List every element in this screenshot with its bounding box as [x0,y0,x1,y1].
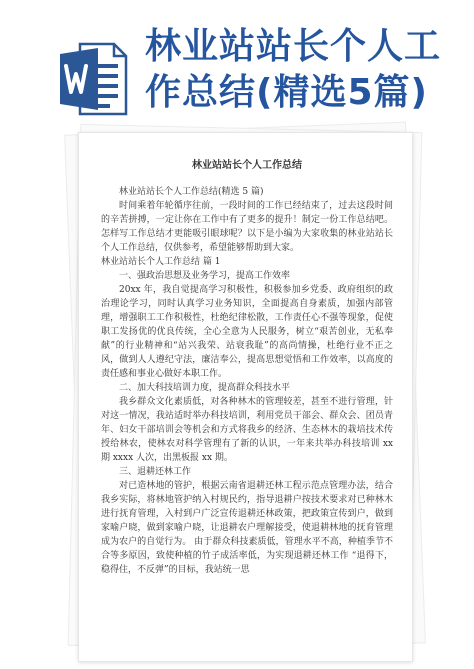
section-heading-3: 三、退耕还林工作 [119,467,192,477]
document-title: 林业站站长个人工作总结 [192,160,302,171]
section-heading-article-1: 林业站站长个人工作总结 篇 1 [101,257,221,267]
section-heading-2: 二、加大科技培训力度，提高群众科技水平 [119,383,291,393]
body-paragraph-1: 20xx 年，我自觉提高学习积极性，积极参加乡党委、政府组织的政治理论学习，同时认真学习业务知识，全面提高自身素质，加强内部管理，增强职工工作积极性，杜绝纪律松散，工作责任心不强等现象，促使职工发扬优的优良传统，全心全意为人民服务，树立“艰苦创业，无私奉献”的行业精神和“站兴我荣、站衰我耻”的高尚情操，杜绝行业不正之风，做到人人遵纪守法，廉洁奉公，提高思想觉悟和工作效率，以高度的责任感和事业心做好本职工作。 [101,285,393,379]
document-body [101,159,393,577]
body-paragraph-3: 对已造林地的管护，根据云南省退耕还林工程示范点管理办法，结合我乡实际，将林地管护纳入村规民约，指导退耕户按技术要求对已种林木进行抚育管理，入村到户广泛宣传退耕还林政策，把政策宣传到户，做到家喻户晓，做到家喻户晓，让退耕农户理解接受，使退耕林地的抚育管理成为农户的自觉行为。 由于群众科技素质低，管理水平不高，种植季节不合等多原因，致使种植的竹子成活率低，为实现退耕还林工作 “退得下，稳得住，不反弹”的目标，我站统一思 [101,481,393,575]
body-paragraph-2: 我乡群众文化素质低，对各种林木的管理较差，甚至不进行管理，针对这一情况，我站适时举办科技培训，利用党员干部会、群众会、团员青年、妇女干部培训会等机会和方式将我乡的经济、生态林木的栽培技术传授给林农，使林农对科学管理有了新的认识，一年来共举办科技培训 xx 期 xxxx 人次，出黑板报 xx 期。 [101,397,393,463]
section-heading-1: 一、强政治思想及业务学习，提高工作效率 [119,271,291,281]
document-subtitle: 林业站站长个人工作总结(精选 5 篇) [119,187,264,197]
word-document-icon [58,40,128,118]
intro-paragraph: 时间乘着年轮循序往前，一段时间的工作已经结束了，过去这段时间的辛苦拼搏，一定让你在工作中有了更多的提升！制定一份工作总结吧。怎样写工作总结才更能吸引眼球呢？以下是小编为大家收集的林业站站长个人工作总结，仅供参考，希望能够帮助到大家。 [101,201,393,253]
page-title: 林业站站长个人工作总结(精选5篇) [145,26,442,113]
document-page [78,132,413,662]
header-banner [0,0,474,120]
